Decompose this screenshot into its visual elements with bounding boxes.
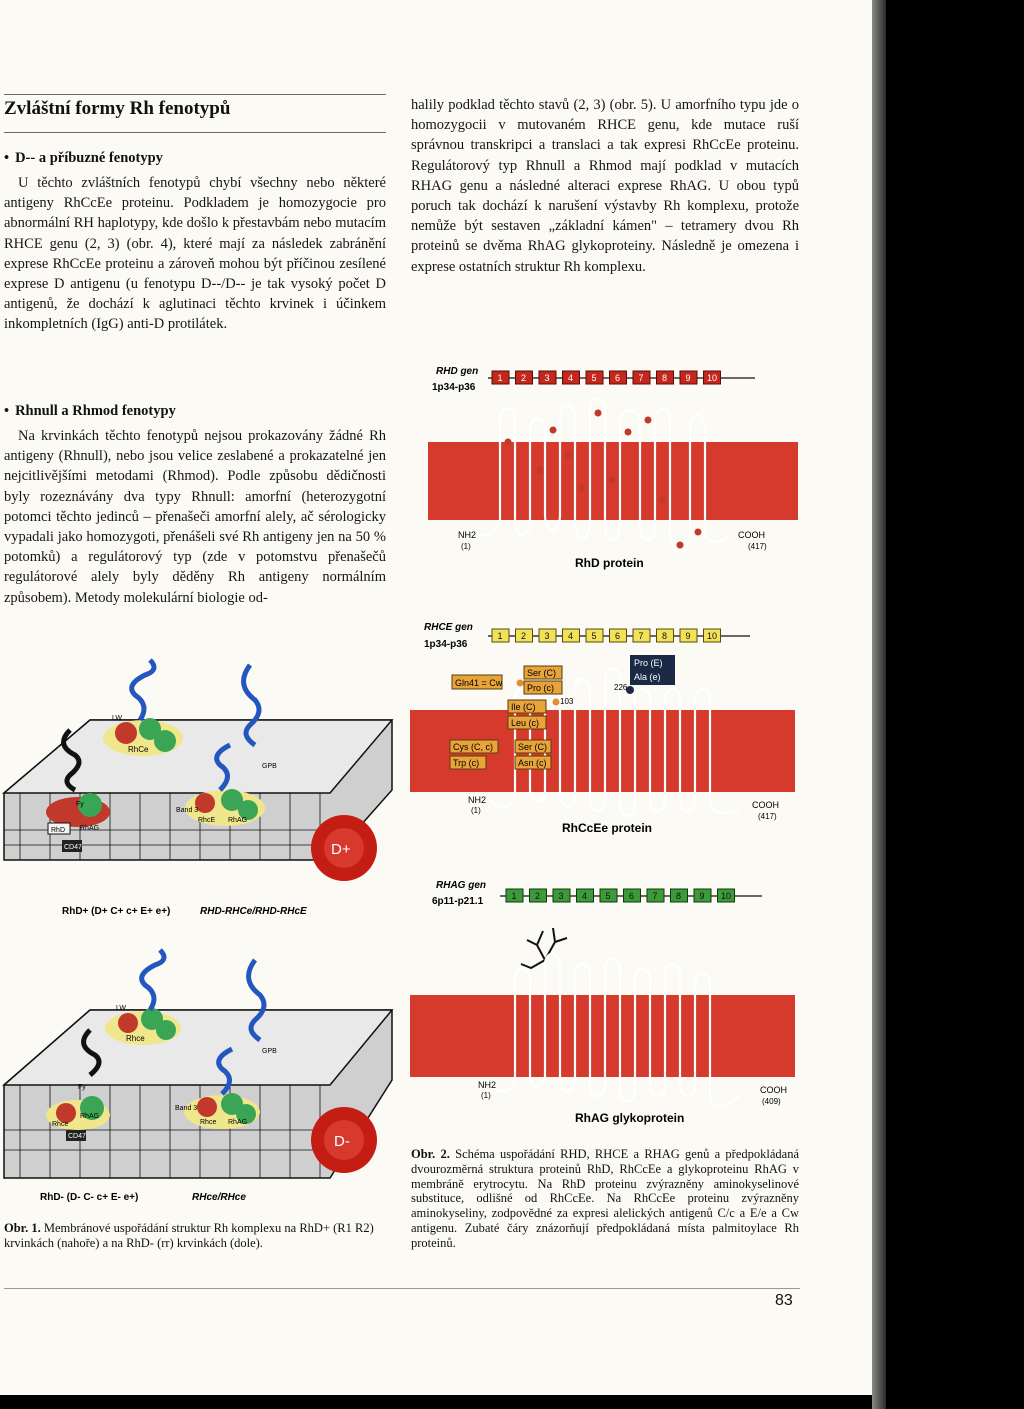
rhag-nh2: NH2 — [478, 1080, 497, 1090]
rhce-nh2: NH2 — [468, 795, 487, 805]
rhd-cooh: COOH — [738, 530, 765, 540]
exon-number: 5 — [605, 891, 611, 901]
exon-number: 2 — [521, 631, 527, 641]
exon-number: 7 — [638, 631, 644, 641]
label-rhce-bottom-2: Rhce — [52, 1121, 69, 1128]
fig1-bottom-phenotype: RhD- (D- C- c+ E- e+) — [40, 1192, 139, 1203]
paragraph-d-phenotypes: U těchto zvláštních fenotypů chybí všechny nebo některé antigeny RhCcEe proteinu. Podkladem je homozygocie pro abnormální RH haplotypy, kde došlo k přestavbám nebo mutacím RHCE genu (2, 3) (obr. 4), které mají za následek zabránění exprese RhCcEe proteinu a zároveň mohou být příčinou zesílené exprese D antigenu (u fenotypu D--/D-- je tak vysoký počet D antigenů, že dochází k aglutinaci těchto krvinek i účinkem inkompletních (IgG) anti-D protilátek. — [4, 175, 386, 333]
sub-cys: Cys (C, c) — [453, 742, 493, 752]
sub-trp: Trp (c) — [453, 758, 480, 768]
label-gpb-bottom: GPB — [262, 1048, 277, 1055]
subheading-text: D-- a příbuzné fenotypy — [15, 150, 163, 166]
sub-103: 103 — [560, 697, 574, 706]
page-number: 83 — [775, 1292, 793, 1309]
cell-bottom-label: D- — [334, 1133, 350, 1150]
rhd-gene-label: RHD gen — [436, 366, 479, 377]
exon-number: 4 — [582, 891, 588, 901]
figure-1-caption — [4, 1221, 386, 1251]
label-gpb-top: GPB — [262, 763, 277, 770]
paragraph-rhnull: Na krvinkách těchto fenotypů nejsou prokazovány žádné Rh antigeny (Rhnull), nebo jsou velice zeslabené a prokazatelné jen nejcitlivějšími metodami (Rhmod). Podle způsobu dědičnosti byly rozeznávány dva typy Rhnull: amorfní (heterozygotní potomci těchto jedinců – přenašeči amorfní alely, ač sérologicky vypadali jako homozygoti, přenášeli své Rh antigeny jen na 50 % potomků) a regulátorový typ (zde v potomstvu přenašečů regulátorové alely byly děděny Rh antigeny normálním způsobem). Metody molekulární biologie od- — [4, 428, 386, 606]
rhd-n1: (1) — [461, 542, 471, 551]
fig1-bottom-haplotype: RHce/RHce — [192, 1192, 246, 1203]
page-edge-shadow — [872, 0, 886, 1409]
exon-number: 1 — [497, 631, 503, 641]
fig1-top-phenotype: RhD+ (D+ C+ c+ E+ e+) — [62, 906, 171, 917]
label-lw-bottom: LW — [116, 1005, 126, 1012]
exon-number: 10 — [721, 891, 732, 901]
exon-number: 4 — [568, 373, 574, 383]
exon-number: 7 — [652, 891, 658, 901]
subheading-d-phenotypes — [4, 150, 163, 167]
rhag-gene-label: RHAG gen — [436, 880, 486, 891]
rhag-n1: (1) — [481, 1091, 491, 1100]
exon-number: 5 — [591, 373, 597, 383]
label-rhce-bottom: Rhce — [126, 1034, 145, 1043]
sub-pro-e: Pro (E) — [634, 658, 663, 668]
caption-text: Membránové uspořádání struktur Rh komplexu na RhD+ (R1 R2) krvinkách (nahoře) a na RhD- (rr) krvinkách (dole). — [4, 1221, 374, 1250]
sub-asn: Asn (c) — [518, 758, 547, 768]
rhce-n1: (1) — [471, 806, 481, 815]
label-rhce-top: RhCe — [128, 745, 149, 754]
label-fy-top: Fy — [76, 801, 84, 808]
exon-number: 5 — [591, 631, 597, 641]
label-band3-bottom: Band 3 — [175, 1105, 198, 1112]
sub-pro: Pro (c) — [527, 683, 554, 693]
rhce-c417: (417) — [758, 812, 777, 821]
exon-number: 1 — [497, 373, 503, 383]
rhag-locus: 6p11-p21.1 — [432, 896, 484, 907]
title-rule-top — [4, 94, 386, 95]
rhce-protein-label: RhCcEe protein — [562, 821, 653, 835]
exon-number: 1 — [511, 891, 517, 901]
rhd-protein-label: RhD protein — [575, 556, 644, 570]
sub-gln: Gln41 = Cw — [455, 678, 503, 688]
rhce-gene-label: RHCE gen — [424, 622, 473, 633]
membrane-top-surface — [4, 720, 392, 793]
exon-number: 8 — [662, 373, 668, 383]
cell-dplus — [311, 815, 377, 881]
exon-number: 6 — [615, 631, 621, 641]
label-cd47-bottom: CD47 — [68, 1133, 86, 1140]
label-rhag-top: RhAG — [80, 825, 100, 832]
exon-number: 9 — [685, 631, 691, 641]
sub-ala-e: Ala (e) — [634, 672, 661, 682]
subheading-text: Rhnull a Rhmod fenotypy — [15, 403, 176, 419]
label-rhag-bottom-2: RhAG — [228, 1119, 248, 1126]
sub-ser1: Ser (C) — [527, 668, 556, 678]
exon-number: 4 — [568, 631, 574, 641]
figure-2-caption — [411, 1147, 799, 1251]
caption-label: Obr. 2. — [411, 1147, 450, 1161]
exon-number: 9 — [685, 373, 691, 383]
bullet: • — [4, 403, 10, 419]
caption-label: Obr. 1. — [4, 1221, 41, 1235]
paragraph-continued: halily podklad těchto stavů (2, 3) (obr. 5). U amorfního typu jde o homozygocii v mutovaném RHCE genu, kde mutace ruší správnou transkripci a translaci a tak expresi RhCcEe proteinu. Regulátorový typ Rhnull a Rhmod mají podklad v mutacích RHAG genu a následné alteraci exprese RhAG. U obou typů poruch tak dochází k narušení výstavby Rh komplexu, protože nemůže být sestaven „základní kámen" – tetramery dvou Rh proteinů se dvěma RhAG glykoproteiny. Následně je omezena i exprese ostatních struktur Rh komplexu. — [411, 97, 799, 275]
label-rhag2-top: RhAG — [228, 817, 248, 824]
exon-number: 8 — [662, 631, 668, 641]
sub-226: 226 — [614, 683, 628, 692]
rhd-locus: 1p34-p36 — [432, 382, 476, 393]
figure-1-membrane — [0, 650, 395, 1220]
label-cd47-top: CD47 — [64, 844, 82, 851]
label-lw-top: LW — [112, 715, 122, 722]
label-rhce2-top: RhcE — [198, 817, 216, 824]
rhce-cooh: COOH — [752, 800, 779, 810]
exon-number: 8 — [676, 891, 682, 901]
label-rhd-top: RhD — [51, 827, 66, 834]
exon-number: 6 — [629, 891, 635, 901]
rhd-nh2: NH2 — [458, 530, 477, 540]
exon-number: 3 — [544, 373, 550, 383]
figure-2-genes-proteins — [400, 360, 810, 1130]
exon-number: 7 — [638, 373, 644, 383]
fig1-top-haplotype: RHD-RHCe/RHD-RHcE — [200, 906, 307, 917]
label-fy-bottom: Fy — [78, 1084, 86, 1091]
cell-top-label: D+ — [331, 841, 351, 858]
label-rhag-bottom: RhAG — [80, 1113, 100, 1120]
section-title: Zvláštní formy Rh fenotypů — [4, 98, 231, 119]
sub-leu: Leu (c) — [511, 718, 540, 728]
cell-dminus — [311, 1107, 377, 1173]
rhag-c409: (409) — [762, 1097, 781, 1106]
rhag-membrane — [410, 995, 795, 1077]
exon-number: 3 — [558, 891, 564, 901]
exon-number: 2 — [521, 373, 527, 383]
caption-text: Schéma uspořádání RHD, RHCE a RHAG genů a předpokládaná dvourozměrná struktura proteinů RhD, RhCcEe a glykoproteinu RhAG v membráně erytrocytu. Na RhD proteinu zvýrazněny aminokyselinové substituce, odlišné od RhCcEe. Na RhCcEe proteinu zvýrazněny aminokyseliny, zodpovědné za expresi alelických antigenů C/c a E/e a Cw antigenu. Zubaté čáry znázorňují předpokládaná místa palmitoylace Rh proteinů. — [411, 1147, 800, 1250]
footer-rule — [4, 1288, 800, 1289]
subheading-rhnull — [4, 403, 176, 420]
rhag-cooh: COOH — [760, 1085, 787, 1095]
label-rhce-bottom-3: Rhce — [200, 1119, 217, 1126]
exon-number: 10 — [707, 373, 718, 383]
sub-ile: Ile (C) — [511, 702, 536, 712]
exon-number: 3 — [544, 631, 550, 641]
exon-number: 10 — [707, 631, 718, 641]
exon-number: 6 — [615, 373, 621, 383]
rhce-locus: 1p34-p36 — [424, 639, 468, 650]
label-band3-top: Band 3 — [176, 807, 199, 814]
sub-ser2: Ser (C) — [518, 742, 547, 752]
exon-number: 9 — [699, 891, 705, 901]
exon-number: 2 — [535, 891, 541, 901]
rhd-c417: (417) — [748, 542, 767, 551]
rhag-protein-label: RhAG glykoprotein — [575, 1111, 685, 1125]
bullet: • — [4, 150, 10, 166]
title-rule-bottom — [4, 132, 386, 133]
